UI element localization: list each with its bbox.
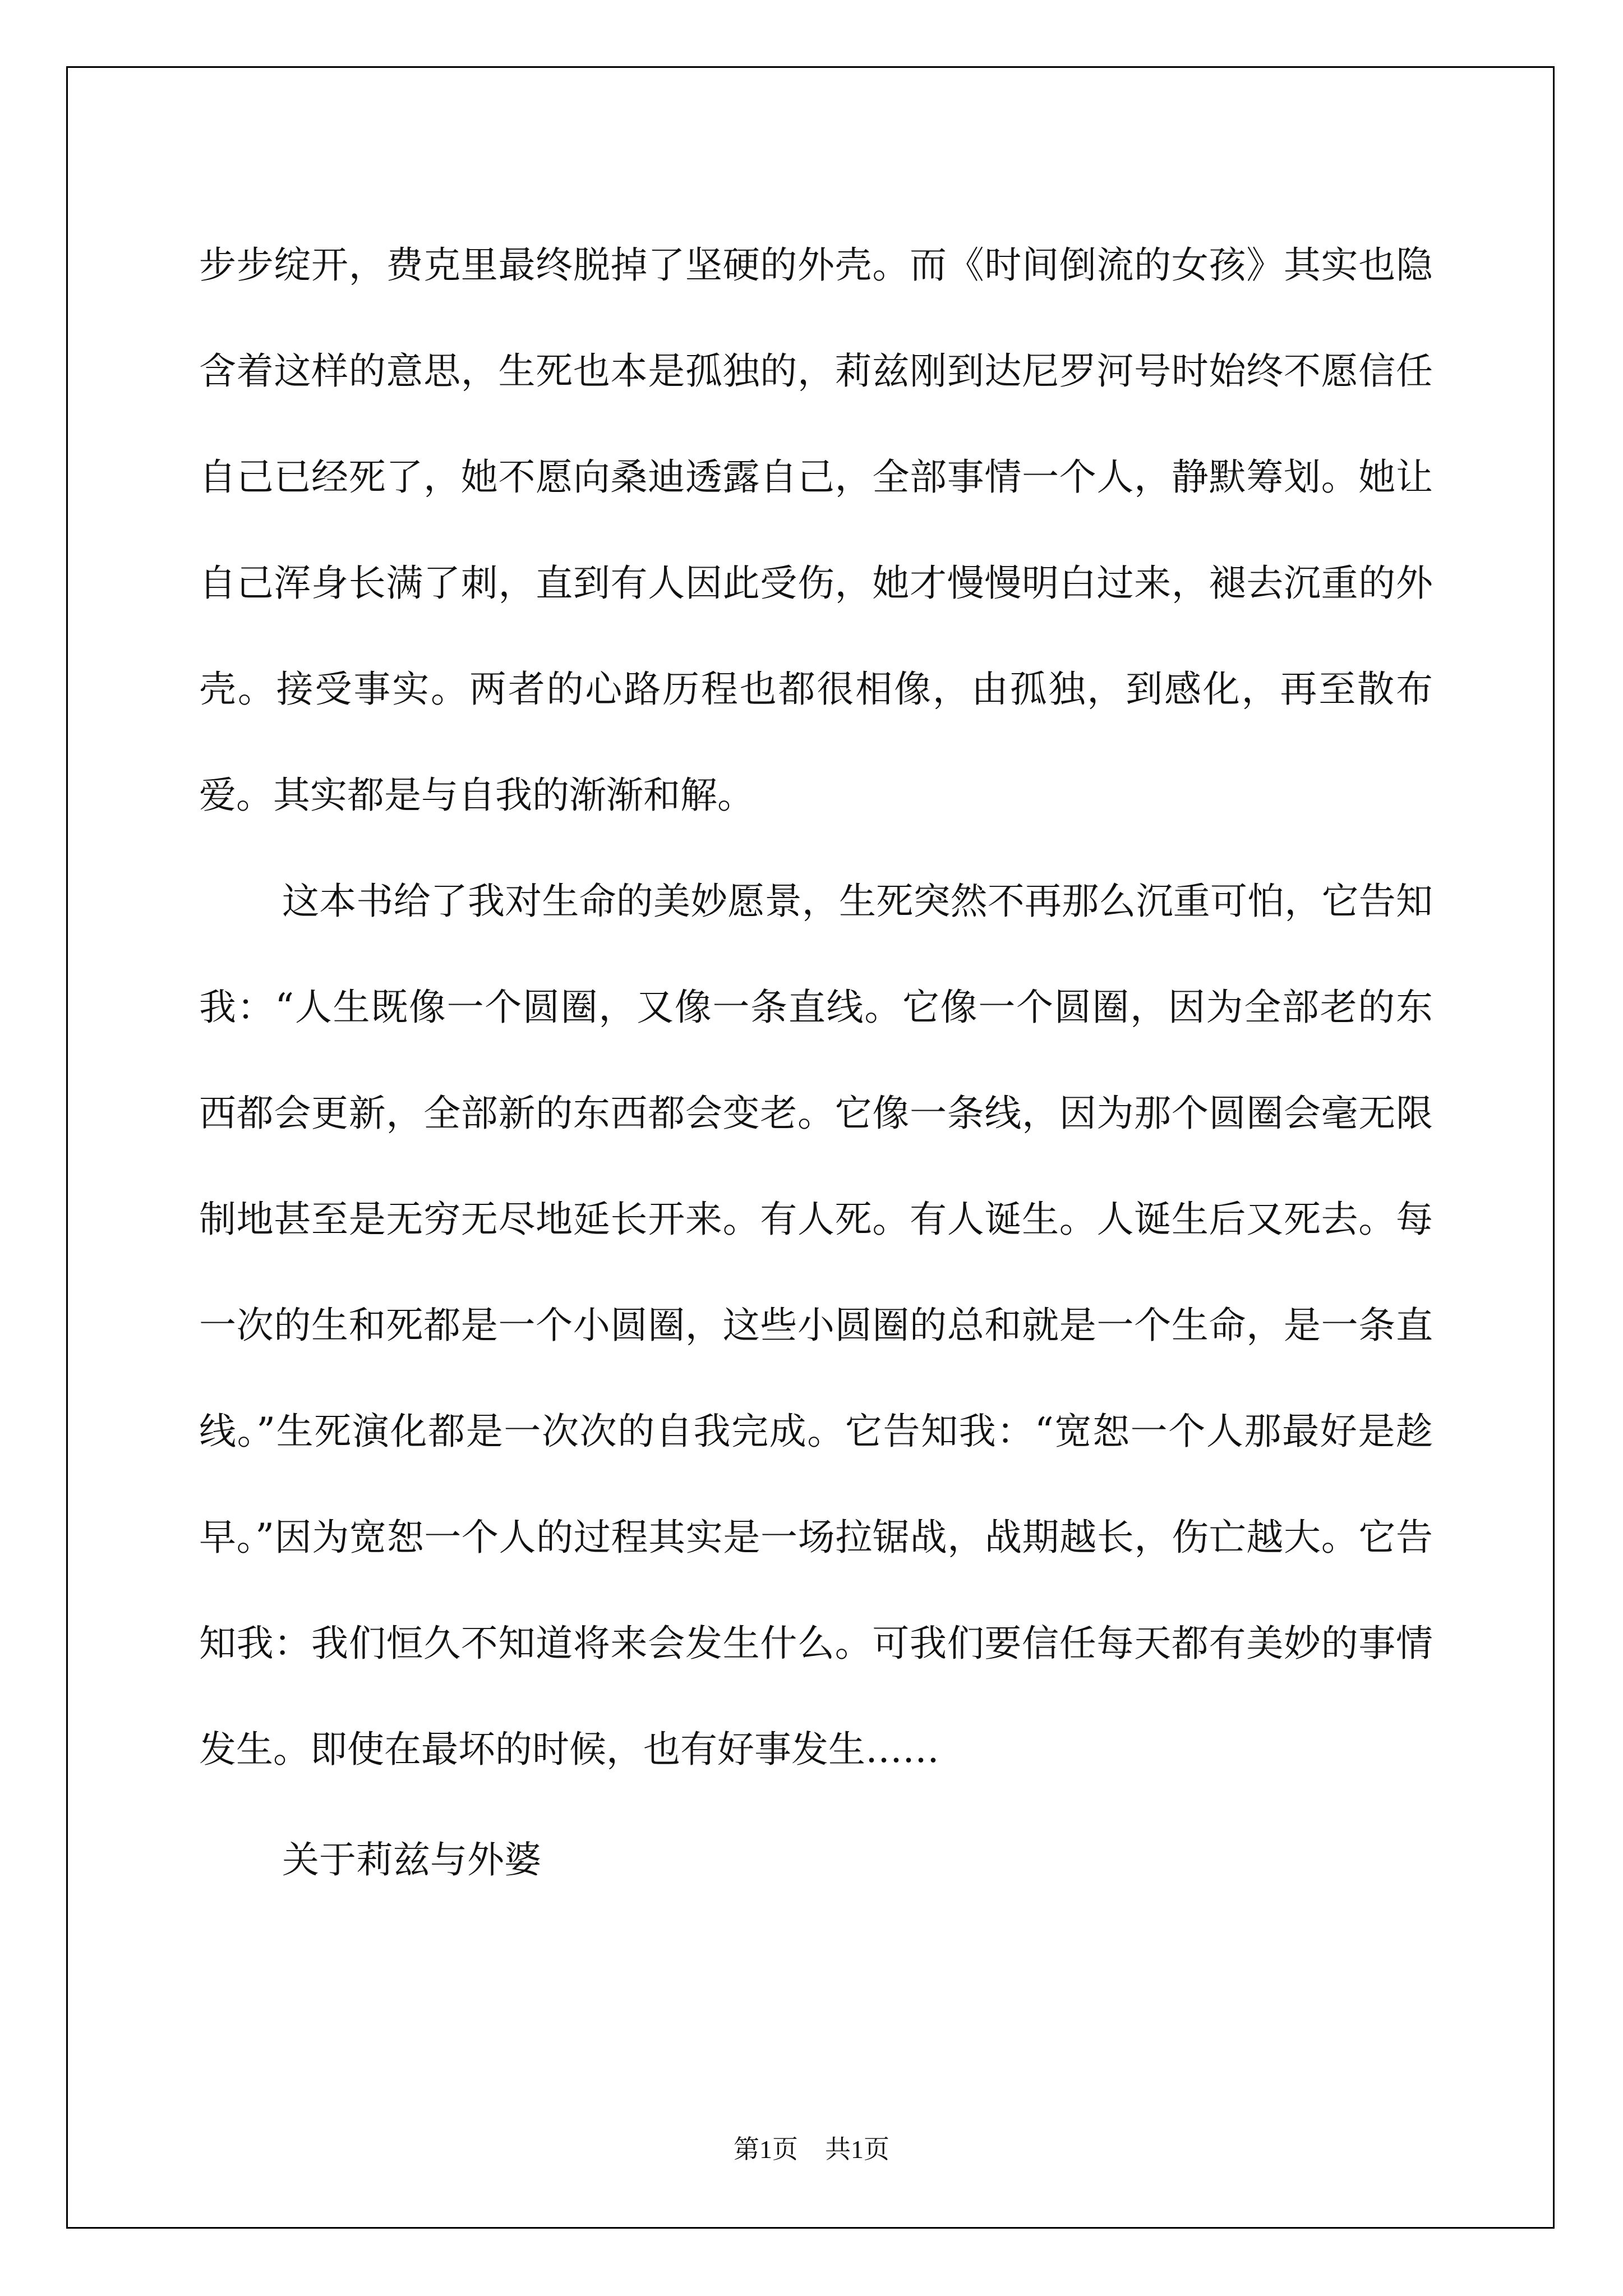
paragraph-1: 步步绽开，费克里最终脱掉了坚硬的外壳。而《时间倒流的女孩》其实也隐含着这样的意思，生死也本是孤独的，莉兹刚到达尼罗河号时始终不愿信任自己已经死了，她不愿向桑迪透露自己，全部事情一个人，静默筹划。她让自己浑身长满了刺，直到有人因此受伤，她才慢慢明白过来，褪去沉重的外壳。接受事实。两者的心路历程也都很相像，由孤独，到感化，再至散布爱。其实都是与自我的渐渐和解。: [199, 243, 1433, 817]
page-total: 共1页: [825, 2135, 889, 2164]
section-heading: 关于莉兹与外婆: [282, 1838, 541, 1881]
page-number: 第1页: [734, 2135, 798, 2164]
document-body: [199, 212, 1433, 1913]
page-footer: [0, 2129, 1623, 2166]
paragraph-2: 这本书给了我对生命的美妙愿景，生死突然不再那么沉重可怕，它告知我：“人生既像一个圆圈，又像一条直线。它像一个圆圈，因为全部老的东西都会更新，全部新的东西都会变老。它像一条线，因为那个圆圈会毫无限制地甚至是无穷无尽地延长开来。有人死。有人诞生。人诞生后又死去。每一次的生和死都是一个小圆圈，这些小圆圈的总和就是一个生命，是一条直线。”生死演化都是一次次的自我完成。它告知我：“宽恕一个人那最好是趁早。”因为宽恕一个人的过程其实是一场拉锯战，战期越长，伤亡越大。它告知我：我们恒久不知道将来会发生什么。可我们要信任每天都有美妙的事情发生。即使在最坏的时候，也有好事发生……: [199, 880, 1433, 1771]
